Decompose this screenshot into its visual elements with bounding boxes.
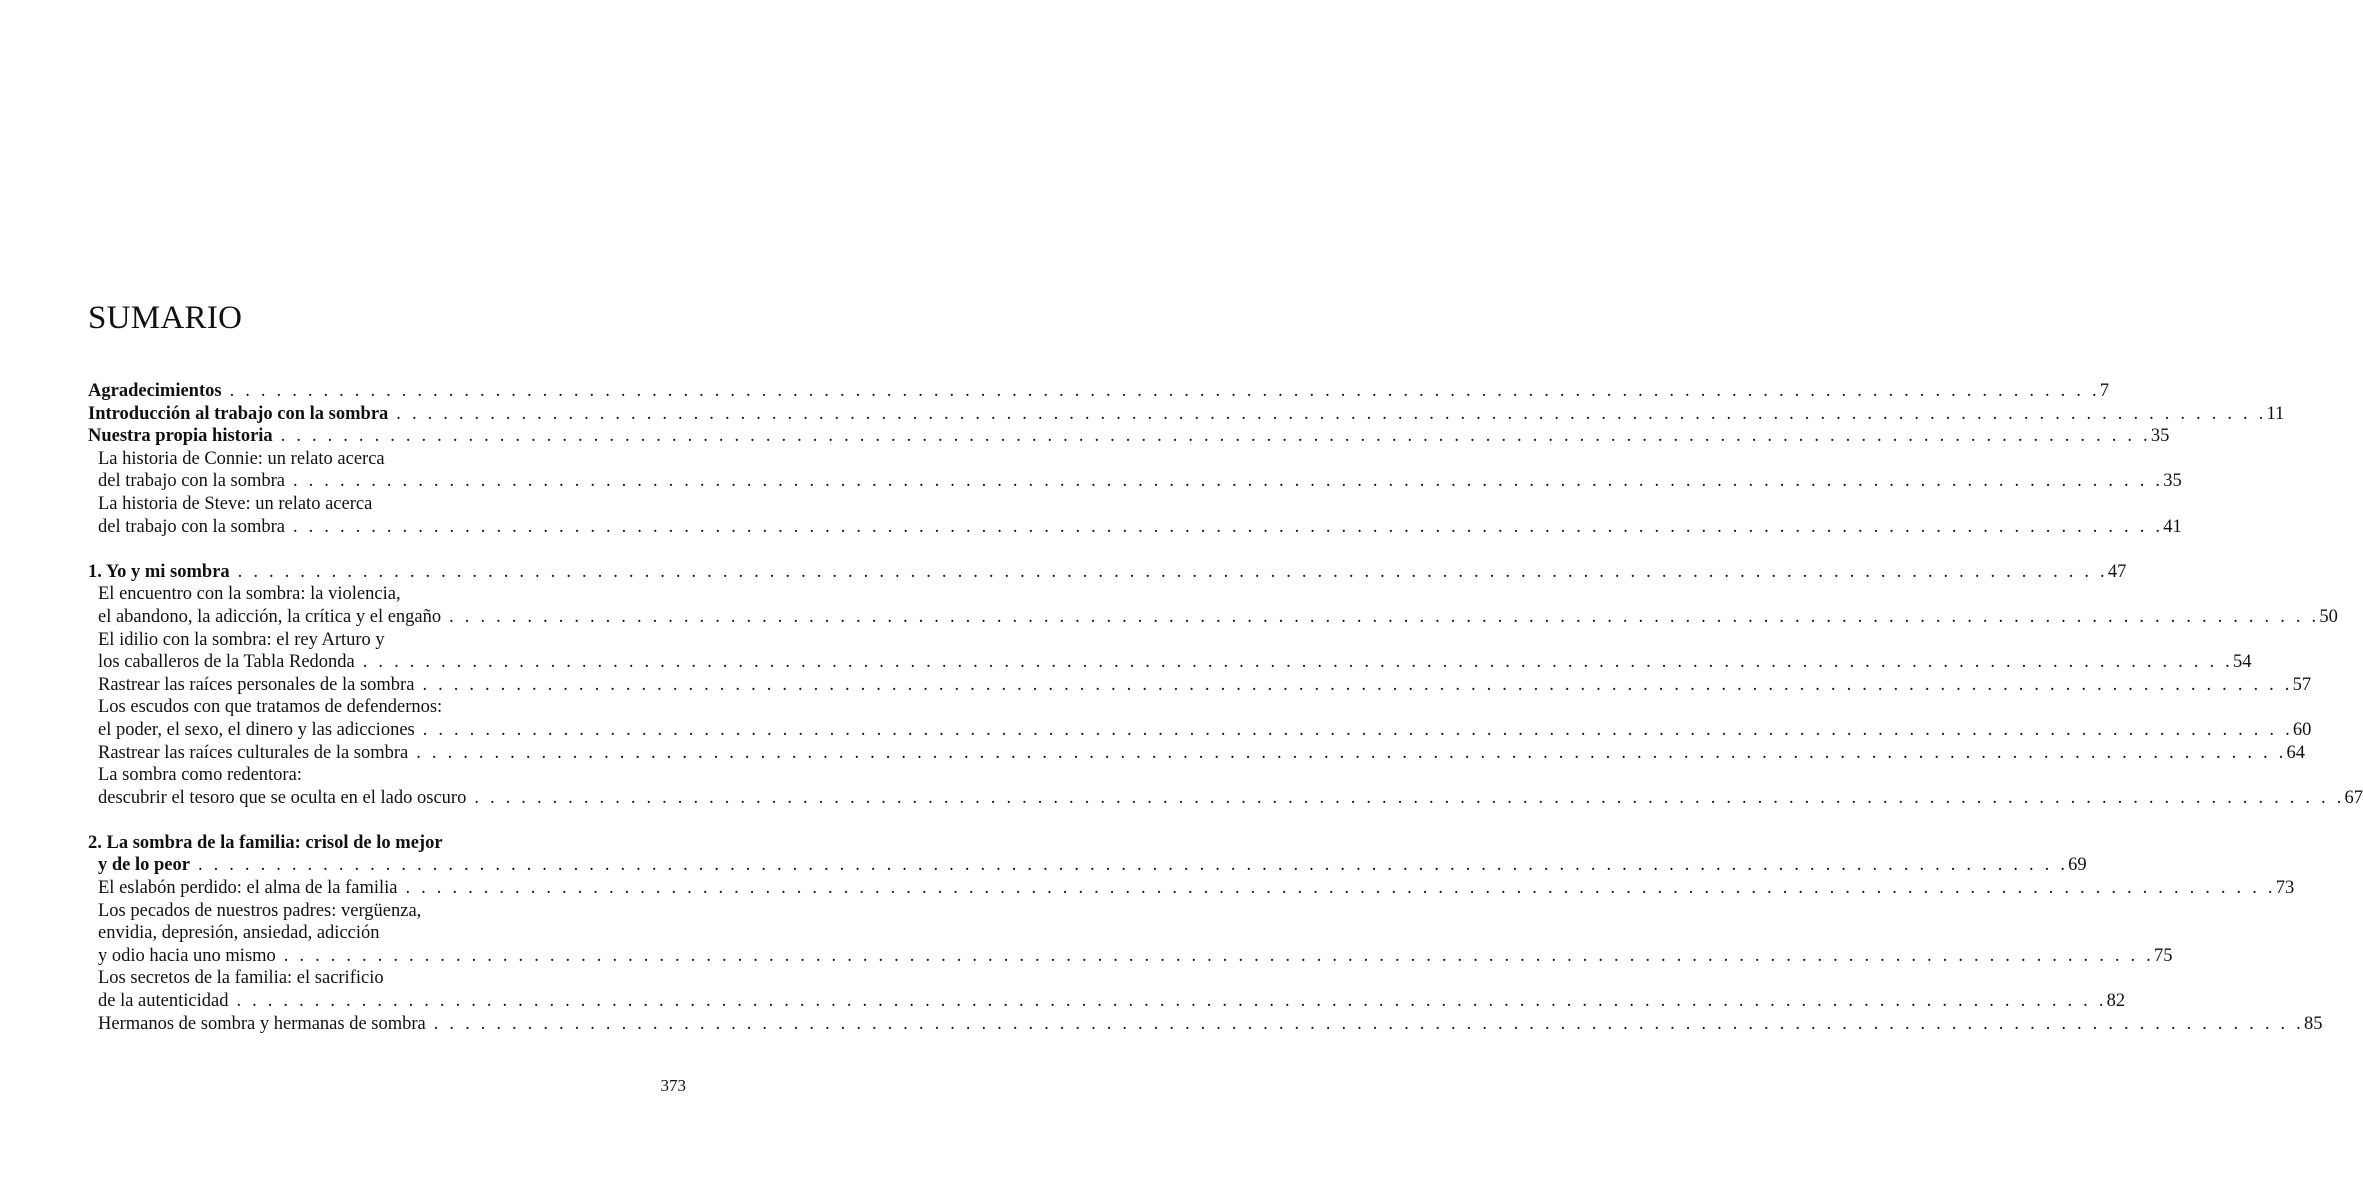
dot-leader: . . . . . . . . . . . . . . . . . . . . . . . . . . . . . . . . . . . . . . . . . . . . . . . . . . . . . . . . . . . . . . . . . . . . . . . . . . . . . . . . . . . . . . . . . . . . . . . . . . . . . . . . . . . . . . . . . . . . . . . . — [433, 1013, 2304, 1034]
toc-entry-title: La historia de Steve: un relato acerca — [98, 493, 373, 514]
toc-entry-title: El idilio con la sombra: el rey Arturo y — [98, 629, 385, 650]
section-gap — [88, 538, 686, 561]
toc-entry-title: El eslabón perdido: el alma de la familia — [98, 878, 398, 899]
toc-entry-title: descubrir el tesoro que se oculta en el lado oscuro — [98, 787, 467, 808]
toc-page-number: 75 — [2153, 945, 2173, 966]
toc-entry-title: Rastrear las raíces personales de la sombra — [98, 674, 415, 695]
toc-page-number: 60 — [2292, 719, 2312, 740]
toc-entry — [88, 583, 686, 606]
toc-entry — [88, 1013, 2323, 1036]
toc-entry — [88, 606, 2338, 629]
dot-leader: . . . . . . . . . . . . . . . . . . . . . . . . . . . . . . . . . . . . . . . . . . . . . . . . . . . . . . . . . . . . . . . . . . . . . . . . . . . . . . . . . . . . . . . . . . . . . . . . . . . . . . . . . . . . . . . . . . . . . . . . — [416, 742, 2287, 763]
toc-entry — [88, 764, 686, 787]
toc-entry — [88, 877, 2295, 900]
toc-page-number: 41 — [2163, 516, 2182, 537]
toc-entry — [88, 674, 2312, 697]
dot-leader: . . . . . . . . . . . . . . . . . . . . . . . . . . . . . . . . . . . . . . . . . . . . . . . . . . . . . . . . . . . . . . . . . . . . . . . . . . . . . . . . . . . . . . . . . . . . . . . . . . . . . . . . . . . . . . . . . . . . . . . . — [283, 945, 2154, 966]
dot-leader: . . . . . . . . . . . . . . . . . . . . . . . . . . . . . . . . . . . . . . . . . . . . . . . . . . . . . . . . . . . . . . . . . . . . . . . . . . . . . . . . . . . . . . . . . . . . . . . . . . . . . . . . . . . . . . . . . . . . . . . . — [474, 787, 2345, 808]
toc-heading-entry — [88, 854, 2087, 877]
toc-entry-title: los caballeros de la Tabla Redonda — [98, 652, 355, 673]
toc-page-number: 7 — [2099, 381, 2110, 401]
toc-entry-title: La sombra como redentora: — [98, 765, 302, 786]
toc-page-number: 35 — [2150, 426, 2170, 447]
dot-leader: . . . . . . . . . . . . . . . . . . . . . . . . . . . . . . . . . . . . . . . . . . . . . . . . . . . . . . . . . . . . . . . . . . . . . . . . . . . . . . . . . . . . . . . . . . . . . . . . . . . . . . . . . . . . . . . . . . . . . . . . — [396, 403, 2267, 424]
dot-leader: . . . . . . . . . . . . . . . . . . . . . . . . . . . . . . . . . . . . . . . . . . . . . . . . . . . . . . . . . . . . . . . . . . . . . . . . . . . . . . . . . . . . . . . . . . . . . . . . . . . . . . . . . . . . . . . . . . . . . . . . — [405, 878, 2276, 899]
page-title: SUMARIO — [88, 300, 243, 336]
toc-entry-title: Rastrear las raíces culturales de la sombra — [98, 742, 409, 763]
dot-leader: . . . . . . . . . . . . . . . . . . . . . . . . . . . . . . . . . . . . . . . . . . . . . . . . . . . . . . . . . . . . . . . . . . . . . . . . . . . . . . . . . . . . . . . . . . . . . . . . . . . . . . . . . . . . . . . . . . . . . . . . — [280, 426, 2151, 447]
toc-entry-title: del trabajo con la sombra — [98, 516, 285, 537]
toc-entry — [88, 470, 2182, 493]
toc-entry-title: La historia de Connie: un relato acerca — [98, 448, 385, 469]
toc-entry-title: Los escudos con que tratamos de defendernos: — [98, 697, 443, 718]
toc-entry-title: Introducción al trabajo con la sombra — [88, 403, 389, 424]
toc-entry-title: y odio hacia uno mismo — [98, 945, 276, 966]
toc-page-number: 35 — [2163, 471, 2182, 492]
dot-leader: . . . . . . . . . . . . . . . . . . . . . . . . . . . . . . . . . . . . . . . . . . . . . . . . . . . . . . . . . . . . . . . . . . . . . . . . . . . . . . . . . . . . . . . . . . . . . . . . . . . . . . . . . . . . . . . . . . . . . . . . — [422, 674, 2293, 695]
toc-entry — [88, 922, 686, 945]
toc-entry-title: Agradecimientos — [88, 381, 222, 401]
dot-leader: . . . . . . . . . . . . . . . . . . . . . . . . . . . . . . . . . . . . . . . . . . . . . . . . . . . . . . . . . . . . . . . . . . . . . . . . . . . . . . . . . . . . . . . . . . . . . . . . . . . . . . . . . . . . . . . . . . . . . . . . — [449, 606, 2320, 627]
page-number: 373 — [660, 1076, 686, 1095]
toc-page-number: 85 — [2303, 1013, 2323, 1034]
toc-entry — [88, 493, 686, 516]
toc-entry — [88, 719, 2312, 742]
toc-entry — [88, 967, 686, 990]
toc-entry — [88, 516, 2182, 539]
section-gap — [88, 809, 686, 832]
table-of-contents — [88, 380, 2363, 1035]
toc-entry — [88, 696, 686, 719]
toc-page-number: 50 — [2319, 606, 2338, 627]
toc-entry-title: Los secretos de la familia: el sacrificio — [98, 968, 384, 989]
toc-page-number: 57 — [2292, 674, 2312, 695]
toc-heading-entry — [88, 403, 2285, 426]
dot-leader: . . . . . . . . . . . . . . . . . . . . . . . . . . . . . . . . . . . . . . . . . . . . . . . . . . . . . . . . . . . . . . . . . . . . . . . . . . . . . . . . . . . . . . . . . . . . . . . . . . . . . . . . . . . . . . . . . . . . . . . . — [236, 991, 2107, 1012]
toc-entry — [88, 990, 2126, 1013]
toc-heading-entry — [88, 832, 686, 855]
toc-entry-title: Los pecados de nuestros padres: vergüenza, — [98, 900, 422, 921]
toc-page-number: 64 — [2286, 742, 2305, 763]
toc-entry — [88, 900, 686, 923]
toc-page-number: 67 — [2344, 787, 2363, 808]
toc-entry-title: 1. Yo y mi sombra — [88, 561, 230, 582]
toc-heading-entry — [88, 561, 2127, 584]
toc-entry — [88, 742, 2305, 765]
dot-leader: . . . . . . . . . . . . . . . . . . . . . . . . . . . . . . . . . . . . . . . . . . . . . . . . . . . . . . . . . . . . . . . . . . . . . . . . . . . . . . . . . . . . . . . . . . . . . . . . . . . . . . . . . . . . . . . . . . . . . . . . — [293, 471, 2164, 492]
dot-leader: . . . . . . . . . . . . . . . . . . . . . . . . . . . . . . . . . . . . . . . . . . . . . . . . . . . . . . . . . . . . . . . . . . . . . . . . . . . . . . . . . . . . . . . . . . . . . . . . . . . . . . . . . . . . . . . . . . . . . . . . — [237, 561, 2108, 582]
toc-entry-title: 2. La sombra de la familia: crisol de lo mejor — [88, 832, 443, 853]
toc-entry — [88, 448, 686, 471]
toc-entry-title: del trabajo con la sombra — [98, 471, 285, 492]
toc-entry — [88, 651, 2252, 674]
toc-page-number: 54 — [2232, 652, 2252, 673]
toc-entry — [88, 629, 686, 652]
toc-entry-title: Nuestra propia historia — [88, 426, 273, 447]
dot-leader: . . . . . . . . . . . . . . . . . . . . . . . . . . . . . . . . . . . . . . . . . . . . . . . . . . . . . . . . . . . . . . . . . . . . . . . . . . . . . . . . . . . . . . . . . . . . . . . . . . . . . . . . . . . . . . . . . . . . . . . . — [229, 381, 2100, 401]
toc-entry-title: Hermanos de sombra y hermanas de sombra — [98, 1013, 426, 1034]
toc-entry-title: envidia, depresión, ansiedad, adicción — [98, 923, 380, 944]
toc-page-number: 11 — [2266, 403, 2285, 424]
toc-page-number: 47 — [2107, 561, 2127, 582]
toc-entry-title: de la autenticidad — [98, 991, 229, 1012]
toc-entry — [88, 945, 2173, 968]
toc-entry-title: El encuentro con la sombra: la violencia, — [98, 584, 401, 605]
toc-page-number: 69 — [2068, 855, 2087, 876]
toc-entry — [88, 787, 2363, 810]
dot-leader: . . . . . . . . . . . . . . . . . . . . . . . . . . . . . . . . . . . . . . . . . . . . . . . . . . . . . . . . . . . . . . . . . . . . . . . . . . . . . . . . . . . . . . . . . . . . . . . . . . . . . . . . . . . . . . . . . . . . . . . . — [197, 855, 2069, 876]
toc-heading-entry — [88, 380, 2110, 403]
dot-leader: . . . . . . . . . . . . . . . . . . . . . . . . . . . . . . . . . . . . . . . . . . . . . . . . . . . . . . . . . . . . . . . . . . . . . . . . . . . . . . . . . . . . . . . . . . . . . . . . . . . . . . . . . . . . . . . . . . . . . . . . — [293, 516, 2164, 537]
toc-page-number: 73 — [2275, 878, 2295, 899]
toc-heading-entry — [88, 425, 2170, 448]
toc-entry-title: y de lo peor — [98, 855, 190, 876]
dot-leader: . . . . . . . . . . . . . . . . . . . . . . . . . . . . . . . . . . . . . . . . . . . . . . . . . . . . . . . . . . . . . . . . . . . . . . . . . . . . . . . . . . . . . . . . . . . . . . . . . . . . . . . . . . . . . . . . . . . . . . . . — [422, 719, 2293, 740]
toc-page-number: 82 — [2106, 991, 2126, 1012]
dot-leader: . . . . . . . . . . . . . . . . . . . . . . . . . . . . . . . . . . . . . . . . . . . . . . . . . . . . . . . . . . . . . . . . . . . . . . . . . . . . . . . . . . . . . . . . . . . . . . . . . . . . . . . . . . . . . . . . . . . . . . . . — [362, 652, 2233, 673]
toc-entry-title: el poder, el sexo, el dinero y las adicciones — [98, 719, 415, 740]
toc-entry-title: el abandono, la adicción, la crítica y el engaño — [98, 606, 442, 627]
